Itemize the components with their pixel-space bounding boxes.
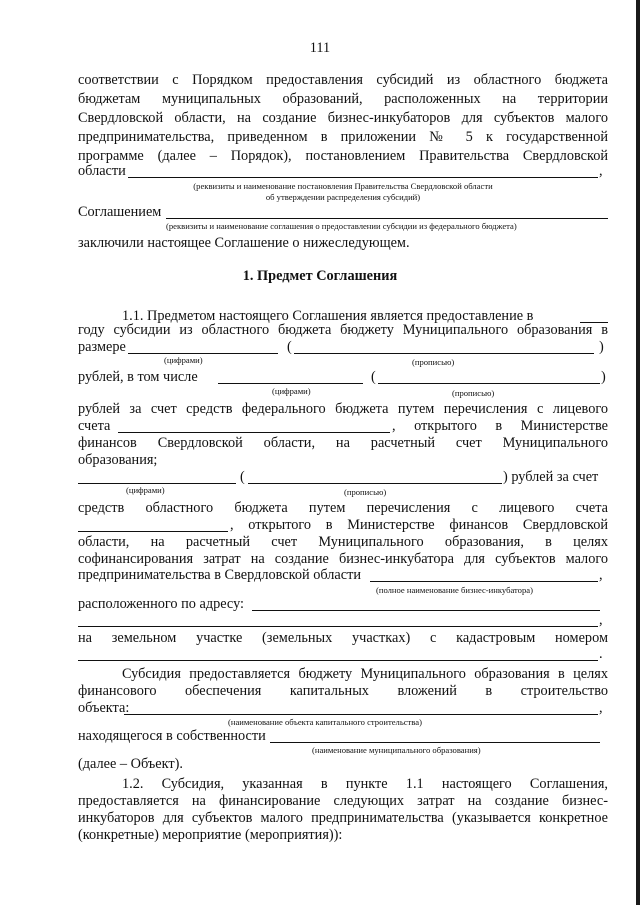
sofinans-line: софинансирования затрат на создание бизнес-инкубатора для субъектов малого xyxy=(78,551,608,567)
intro-line-3: Свердловской области, на создание бизнес-инкубаторов для субъектов малого xyxy=(78,110,608,126)
nahod-label: находящегося в собственности xyxy=(78,728,266,744)
page-number: 111 xyxy=(309,40,331,56)
total-open-paren: ( xyxy=(287,339,292,355)
finansov-line: финансов Свердловской области, на расчетный счет Муниципального xyxy=(78,435,608,451)
soglasheniem-label: Соглашением xyxy=(78,204,162,220)
subsidy-line-2: финансового обеспечения капитальных вложений в строительство xyxy=(78,683,608,699)
s12-line-3: инкубаторов для субъектов малого предпринимательства (указывается конкретное xyxy=(78,810,608,826)
note-soglashenie: (реквизиты и наименование соглашения о предоставлении субсидии из федерального бюджета) xyxy=(166,221,517,231)
otkrytogo-min-fin: , открытого в Министерстве финансов Свердловской xyxy=(230,517,608,533)
dalee-obyekt: (далее – Объект). xyxy=(78,756,183,772)
rubley-v-tom-chisle: рублей, в том числе xyxy=(78,369,198,385)
oblast-account-blank xyxy=(78,531,228,532)
federal-close-paren: ) xyxy=(601,369,606,385)
incubator-comma: , xyxy=(599,567,603,583)
note-mo: (наименование муниципального образования) xyxy=(312,745,481,755)
federal-account-blank xyxy=(118,432,390,433)
oblasti-na-raschetny: области, на расчетный счет Муниципального образования, в целях xyxy=(78,534,608,550)
address-blank-2 xyxy=(78,626,598,627)
obrazovaniya-label: образования; xyxy=(78,452,158,468)
total-close-paren: ) xyxy=(599,339,604,355)
razmere-label: размере xyxy=(78,339,126,355)
s11-line-2: году субсидии из областного бюджета бюджету Муниципального образования в xyxy=(78,322,608,338)
address-blank-1 xyxy=(252,610,600,611)
cadastral-blank xyxy=(78,660,598,661)
oblast-digits-blank xyxy=(78,483,236,484)
federal-digits-blank xyxy=(218,383,363,384)
note-postanovlenie-a: (реквизиты и наименование постановления Правительства Свердловской области xyxy=(193,181,493,191)
s12-line-1: 1.2. Субсидия, указанная в пункте 1.1 настоящего Соглашения, xyxy=(122,776,608,792)
otkrytogo-min-1: , открытого в Министерстве xyxy=(392,418,608,434)
oblast-words-blank xyxy=(248,483,502,484)
concluded-line: заключили настоящее Соглашение о нижеследующем. xyxy=(78,235,410,251)
zemelnom-line: на земельном участке (земельных участках) с кадастровым номером xyxy=(78,630,608,646)
soglashenie-blank xyxy=(166,218,608,219)
oblast-transfer-line: средств областного бюджета путем перечисления с лицевого счета xyxy=(78,500,608,516)
intro-line-4: предпринимательства, приведенном в приложении № 5 к государственной xyxy=(78,129,608,145)
s11-line-1: 1.1. Предметом настоящего Соглашения является предоставление в xyxy=(122,308,534,324)
object-comma: , xyxy=(599,700,603,716)
owner-blank xyxy=(270,742,600,743)
federal-transfer-line: рублей за счет средств федерального бюджета путем перечисления с лицевого xyxy=(78,401,608,417)
note-postanovlenie-b: об утверждении распределения субсидий) xyxy=(265,192,421,202)
s12-line-2: предоставляется на финансирование следующих затрат на создание бизнес- xyxy=(78,793,608,809)
section-heading: 1. Предмет Соглашения xyxy=(242,268,398,284)
raspolozh-label: расположенного по адресу: xyxy=(78,596,245,612)
intro-line-1: соответствии с Порядком предоставления субсидий из областного бюджета xyxy=(78,72,608,88)
object-blank xyxy=(124,714,598,715)
total-digits-blank xyxy=(128,353,278,354)
total-words-blank xyxy=(294,353,594,354)
postanovlenie-blank xyxy=(128,177,598,178)
scan-edge xyxy=(636,0,640,905)
oblast-open-paren: ( xyxy=(240,469,245,485)
subsidy-line-1: Субсидия предоставляется бюджету Муниципального образования в целях xyxy=(122,666,608,682)
predprin-line: предпринимательства в Свердловской области xyxy=(78,567,362,583)
intro-line-5: программе (далее – Порядок), постановлением Правительства Свердловской xyxy=(78,148,608,164)
note-propisyu-1: (прописью) xyxy=(412,357,455,367)
note-propisyu-3: (прописью) xyxy=(344,487,387,497)
intro-comma: , xyxy=(599,163,603,179)
intro-line-2: бюджетам муниципальных образований, расположенных на территории xyxy=(78,91,608,107)
address-comma: , xyxy=(599,612,603,628)
s12-line-4: (конкретные) мероприятие (мероприятия)): xyxy=(78,827,343,843)
rubley-za-schet: ) рублей за счет xyxy=(503,469,599,485)
note-ciframi-2: (цифрами) xyxy=(272,386,311,396)
intro-oblasti: области xyxy=(78,163,126,179)
note-ciframi-1: (цифрами) xyxy=(164,355,203,365)
incubator-blank xyxy=(370,581,598,582)
obyekta-label: объекта: xyxy=(78,700,130,716)
scheta-label: счета xyxy=(78,418,111,434)
federal-open-paren: ( xyxy=(371,369,376,385)
federal-words-blank xyxy=(378,383,600,384)
note-incubator: (полное наименование бизнес-инкубатора) xyxy=(376,585,533,595)
note-object: (наименование объекта капитального строительства) xyxy=(228,717,422,727)
cadastral-period: . xyxy=(599,646,603,662)
note-ciframi-3: (цифрами) xyxy=(126,485,165,495)
note-propisyu-2: (прописью) xyxy=(452,388,495,398)
